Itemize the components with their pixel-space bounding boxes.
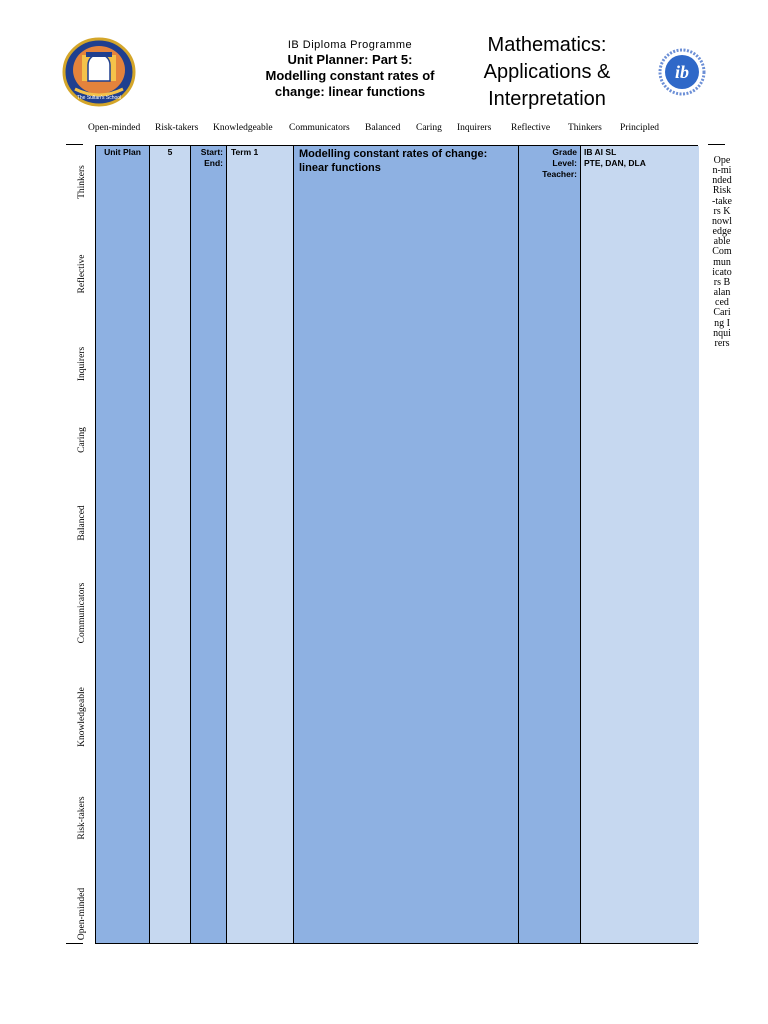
left-profile-open-minded: Open-minded	[77, 887, 87, 941]
start-label: Start:	[200, 147, 223, 157]
profile-communicators: Communicators	[289, 123, 350, 133]
right-top-rule	[708, 144, 725, 145]
left-profile-risk-takers: Risk-takers	[77, 796, 87, 840]
left-profile-thinkers: Thinkers	[77, 165, 87, 199]
profile-knowledgeable: Knowledgeable	[213, 123, 273, 133]
left-profile-inquirers: Inquirers	[77, 346, 87, 382]
unit-number: 5	[167, 147, 173, 157]
grade-teacher-label-cell	[519, 146, 581, 943]
grade-label: Grade	[552, 147, 577, 157]
course-teacher-cell	[581, 146, 699, 943]
ib-logo	[657, 47, 707, 97]
subject-line-2: Applications &	[483, 61, 611, 83]
profile-principled: Principled	[620, 123, 660, 133]
title-line-3: change: linear functions	[274, 84, 426, 99]
left-learner-profile	[70, 144, 94, 944]
title-line-1: Unit Planner: Part 5:	[287, 52, 413, 67]
subject-title	[466, 32, 628, 113]
unit-planner-table	[95, 145, 698, 944]
profile-risk-takers: Risk-takers	[155, 123, 199, 133]
end-label: End:	[204, 158, 223, 168]
left-profile-communicators: Communicators	[77, 582, 87, 644]
left-profile-reflective: Reflective	[77, 254, 87, 294]
header-title-block	[250, 39, 450, 100]
term-value: Term 1	[231, 147, 259, 157]
left-profile-caring: Caring	[77, 427, 87, 453]
profile-reflective: Reflective	[511, 123, 551, 133]
school-logo	[62, 37, 136, 107]
subject-line-1: Mathematics:	[487, 34, 607, 56]
unit-planner-title	[250, 52, 450, 100]
profile-inquirers: Inquirers	[457, 123, 492, 133]
left-profile-knowledgeable: Knowledgeable	[77, 687, 87, 747]
profile-balanced: Balanced	[365, 123, 401, 133]
ib-logo-text: ib	[674, 62, 690, 82]
profile-open-minded: Open-minded	[88, 123, 141, 133]
term-cell	[227, 146, 294, 943]
programme-name: IB Diploma Programme	[287, 39, 413, 51]
profile-caring: Caring	[416, 123, 442, 133]
dates-label-cell	[191, 146, 227, 943]
unit-title: Modelling constant rates of change: linear functions	[299, 148, 488, 174]
school-logo-text: The Sultan's School	[76, 95, 122, 101]
unit-number-cell	[150, 146, 191, 943]
profile-thinkers: Thinkers	[568, 123, 602, 133]
learner-profile-row	[88, 123, 668, 137]
level-label: Level:	[552, 158, 577, 168]
course-value: IB AI SL	[584, 147, 617, 157]
subject-line-3: Interpretation	[488, 88, 606, 110]
unit-plan-label: Unit Plan	[104, 147, 141, 157]
right-learner-profile: Open-minded Risk-takers Knowledgeable Communicators Balanced Caring Inquirers	[712, 156, 732, 349]
unit-title-cell	[294, 146, 519, 943]
left-profile-balanced: Balanced	[77, 505, 87, 541]
title-line-2: Modelling constant rates of	[265, 68, 435, 83]
teacher-label: Teacher:	[542, 169, 577, 179]
unit-plan-cell	[96, 146, 150, 943]
teachers-value: PTE, DAN, DLA	[584, 158, 646, 168]
